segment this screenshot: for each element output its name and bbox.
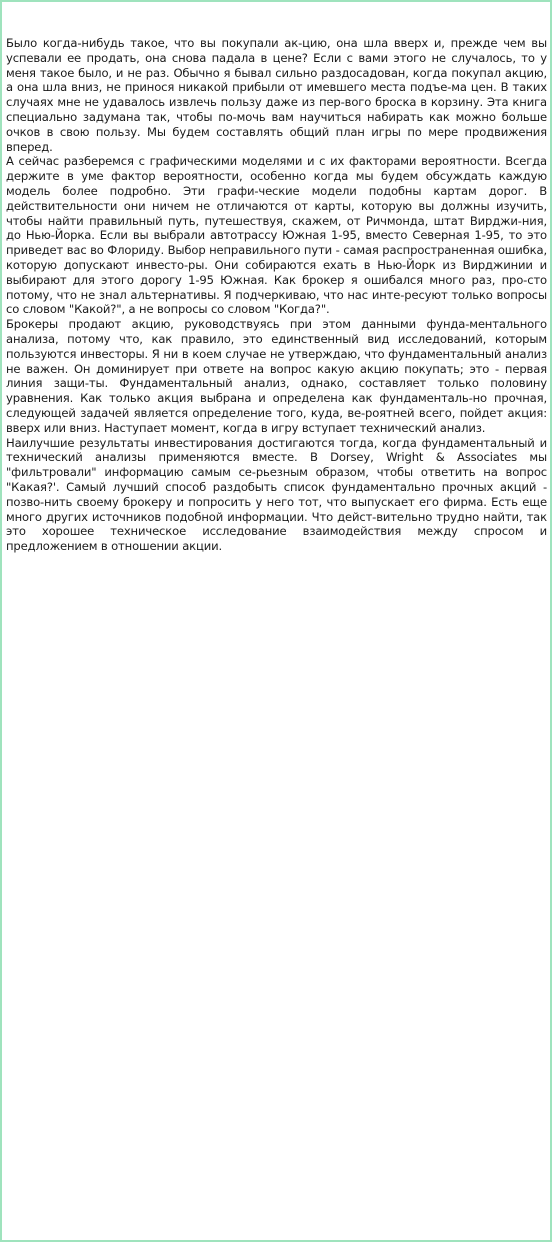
paragraph-2: А сейчас разберемся с графическими моделями и с их факторами вероятности. Всегда держите в уме фактор вероятности, особенно когда мы будем обсуждать каждую модель более подробно. Эти графи-ческие модели подобны картам дорог. В действительности они ничем не отличаются от карты, которую вы должны изучить, чтобы найти правильный путь, путешествуя, скажем, от Ричмонда, штат Вирджи-ния, до Нью-Йорка. Если вы выбрали автотрассу Южная 1-95, вместо Северная 1-95, то это приведет вас во Флориду. Выбор неправильного пути - самая распространенная ошибка, которую допускают инвесто-ры. Они собираются ехать в Нью-Йорк из Вирджинии и выбирают для этого дорогу 1-95 Южная. Как брокер я ошибался много раз, про-сто потому, что не знал альтернативы. Я подчеркиваю, что нас инте-ресуют только вопросы со словом "Какой?", а не вопросы со словом "Когда?". xyxy=(6,154,547,317)
paragraph-3: Брокеры продают акцию, руководствуясь при этом данными фунда-ментального анализа, потому что, как правило, это единственный вид исследований, которым пользуются инвесторы. Я ни в коем случае не утверждаю, что фундаментальный анализ не важен. Он доминирует при ответе на вопрос какую акцию покупать; это - первая линия защи-ты. Фундаментальный анализ, однако, составляет только половину уравнения. Как только акция выбрана и определена как фундаменталь-но прочная, следующей задачей является определение того, куда, ве-роятней всего, пойдет акция: вверх или вниз. Наступает момент, когда в игру вступает технический анализ. xyxy=(6,317,547,435)
article-body xyxy=(6,36,547,554)
paragraph-4: Наилучшие результаты инвестирования достигаются тогда, когда фундаментальный и технический анализы применяются вместе. В Dorsey, Wright & Associates мы "фильтровали" информацию самым се-рьезным образом, чтобы ответить на вопрос "Какая?'. Самый лучший способ раздобыть список фундаментально прочных акций - позво-нить своему брокеру и попросить у него тот, что выпускает его фирма. Есть еще много других источников подобной информации. Что дейст-вительно трудно найти, так это хорошее техническое исследование взаимодействия между спросом и предложением в отношении акции. xyxy=(6,435,547,554)
paragraph-1: Было когда-нибудь такое, что вы покупали ак-цию, она шла вверх и, прежде чем вы успевали ее продать, она снова падала в цене? Если с вами этого не случалось, то у меня такое было, и не раз. Обычно я бывал сильно раздосадован, когда покупал акцию, а она шла вниз, не принося никакой прибыли от имевшего места подъе-ма цен. В таких случаях мне не удавалось извлечь пользу даже из пер-вого броска в корзину. Эта книга специально задумана так, чтобы по-мочь вам научиться набирать как можно больше очков в свою пользу. Мы будем составлять общий план игры по мере продвижения вперед. xyxy=(6,36,547,154)
